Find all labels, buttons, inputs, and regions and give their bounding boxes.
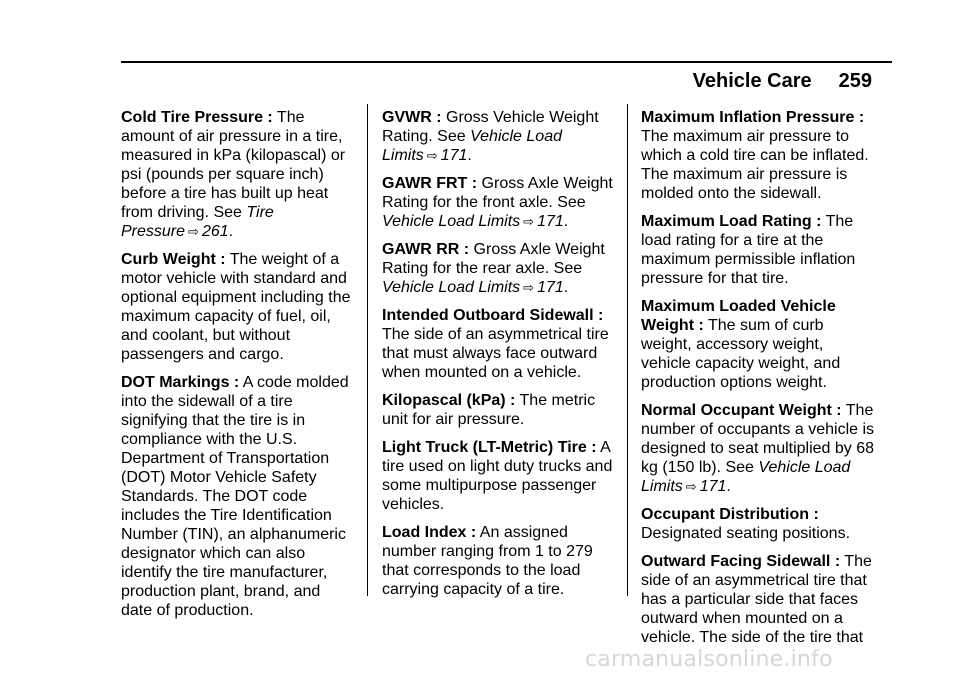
glossary-term: Outward Facing Sidewall :	[641, 553, 841, 570]
glossary-definition: Gross Vehicle Weight Rating. See	[382, 109, 599, 145]
glossary-definition: The sum of curb weight, accessory weight, vehicle capacity weight, and production options weight.	[641, 317, 841, 391]
sentence-end: .	[563, 213, 569, 230]
cross-reference-link[interactable]: Vehicle Load Limits	[382, 128, 562, 164]
glossary-entry	[641, 401, 875, 496]
cross-reference-page[interactable]: 171	[537, 213, 564, 230]
sentence-end: .	[467, 147, 472, 164]
glossary-term: Maximum Inflation Pressure :	[641, 109, 865, 126]
cross-reference-link[interactable]: Vehicle Load Limits	[382, 213, 521, 230]
glossary-definition: The number of occupants a vehicle is designed to seat multiplied by 68 kg (150 lb). See	[641, 402, 875, 476]
glossary-column-3	[641, 108, 875, 656]
glossary-definition: The amount of air pressure in a tire, measured in kPa (kilopascal) or psi (pounds per square inch) before a tire has built up heat from driving. See	[121, 109, 346, 221]
glossary-entry	[641, 297, 875, 392]
cross-reference-page[interactable]: 261	[201, 223, 229, 240]
glossary-entry	[641, 212, 875, 288]
page-number: 259	[838, 70, 872, 92]
glossary-term: GVWR :	[382, 109, 442, 126]
sentence-end: .	[228, 223, 234, 240]
cross-reference-page[interactable]: 171	[440, 147, 468, 164]
glossary-entry	[382, 391, 616, 429]
glossary-entry	[121, 108, 355, 241]
page-reference-icon: ⇨	[523, 280, 535, 295]
glossary-term: Cold Tire Pressure :	[121, 109, 273, 126]
glossary-entry	[641, 552, 875, 647]
glossary-definition: The metric unit for air pressure.	[382, 392, 596, 428]
glossary-term: Load Index :	[382, 524, 477, 541]
glossary-definition: Gross Axle Weight Rating for the front axle. See	[382, 175, 613, 211]
glossary-definition: The maximum air pressure to which a cold tire can be inflated. The maximum air pressure is molded onto the sidewall.	[641, 128, 869, 202]
glossary-entry	[382, 438, 616, 514]
glossary-entry	[641, 505, 875, 543]
glossary-term: Occupant Distribution :	[641, 506, 819, 523]
cross-reference-link[interactable]: Vehicle Load Limits	[382, 279, 521, 296]
glossary-entry	[121, 250, 355, 364]
column-divider	[627, 104, 628, 596]
glossary-entry	[382, 523, 616, 599]
header-rule	[121, 61, 892, 63]
glossary-term: GAWR FRT :	[382, 175, 478, 192]
glossary-definition: A code molded into the sidewall of a tire signifying that the tire is in compliance with the U.S. Department of Transportation (DOT) Motor Vehicle Safety Standards. The DOT code includes the Tire Identification Number (TIN), an alphanumeric designator which can also identify the tire manufacturer, production plant, brand, and date of production.	[121, 374, 349, 619]
glossary-definition: The side of an asymmetrical tire that has a particular side that faces outward when mounted on a vehicle. The side of the tire that	[641, 553, 872, 646]
cross-reference-link[interactable]: Vehicle Load Limits	[641, 459, 851, 495]
glossary-definition: The side of an asymmetrical tire that must always face outward when mounted on a vehicle.	[382, 326, 609, 381]
sentence-end: .	[563, 279, 569, 296]
glossary-entry	[382, 174, 616, 231]
glossary-entry	[382, 306, 616, 382]
glossary-term: GAWR RR :	[382, 241, 470, 258]
glossary-column-2	[382, 108, 616, 608]
section-title: Vehicle Care	[692, 70, 812, 92]
glossary-term: Intended Outboard Sidewall :	[382, 307, 604, 324]
glossary-entry	[382, 108, 616, 165]
cross-reference-link[interactable]: Tire Pressure	[121, 204, 274, 240]
cross-reference-page[interactable]: 171	[537, 279, 564, 296]
glossary-definition: The weight of a motor vehicle with standard and optional equipment including the maximum capacity of fuel, oil, and coolant, but without passengers and cargo.	[121, 251, 351, 363]
cross-reference-page[interactable]: 171	[699, 478, 727, 495]
glossary-entry	[382, 240, 616, 297]
column-divider	[367, 104, 368, 596]
glossary-term: Kilopascal (kPa) :	[382, 392, 516, 409]
glossary-definition: An assigned number ranging from 1 to 279 that corresponds to the load carrying capacity of a tire.	[382, 524, 593, 598]
watermark-text: carmanualsonline.info	[585, 647, 833, 672]
glossary-term: Light Truck (LT-Metric) Tire :	[382, 439, 597, 456]
glossary-definition: The load rating for a tire at the maximum permissible inflation pressure for that tire.	[641, 213, 856, 287]
glossary-entry	[121, 373, 355, 620]
glossary-definition: Designated seating positions.	[641, 525, 851, 542]
glossary-term: Curb Weight :	[121, 251, 226, 268]
glossary-term: Maximum Loaded Vehicle Weight :	[641, 298, 836, 334]
glossary-entry	[641, 108, 875, 203]
page-header	[693, 70, 872, 93]
page-reference-icon: ⇨	[685, 479, 697, 494]
glossary-definition: Gross Axle Weight Rating for the rear axle. See	[382, 241, 605, 277]
page-reference-icon: ⇨	[523, 214, 535, 229]
page-reference-icon: ⇨	[426, 148, 438, 163]
glossary-term: Maximum Load Rating :	[641, 213, 822, 230]
glossary-column-1	[121, 108, 355, 629]
glossary-term: Normal Occupant Weight :	[641, 402, 842, 419]
page-reference-icon: ⇨	[188, 224, 199, 239]
glossary-definition: A tire used on light duty trucks and some multipurpose passenger vehicles.	[382, 439, 613, 513]
glossary-term: DOT Markings :	[121, 374, 240, 391]
sentence-end: .	[726, 478, 731, 495]
